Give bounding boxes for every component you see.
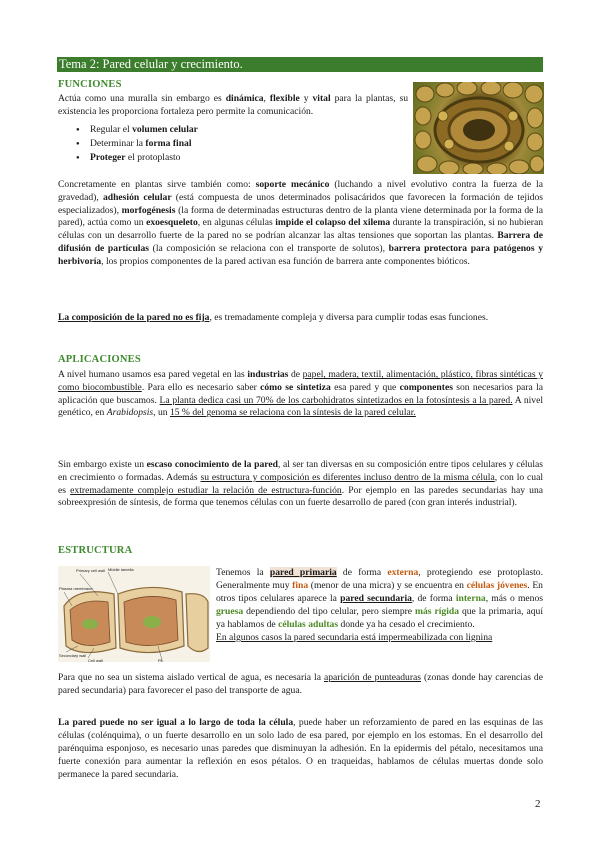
list-item: ● Determinar la forma final: [58, 137, 198, 151]
estructura-paragraph-1: Para que no sea un sistema aislado vertical de agua, es necesaria la aparición de punteaduras (zonas donde hay carencias de pared secundaria) para favorecer el paso del transporte de agua.: [58, 672, 543, 696]
funciones-paragraph-3: La composición de la pared no es fija, es tremadamente compleja y diversa para cumplir todas esas funciones.: [58, 312, 489, 323]
aplicaciones-paragraph-1: A nivel humano usamos esa pared vegetal en las industrias de papel, madera, textil, alimentación, plástico, fibras sintéticas y como biocombustible. Para ello es necesario saber cómo se sintetiza esa pared y que componentes son necesarios para la aplicación que buscamos. La planta dedica casi un 70% de los carbohidratos sintetizados en la fotosíntesis a la pared. A nivel genético, en Arabidopsis, un 15 % del genoma se relaciona con la síntesis de la pared celular.: [58, 369, 544, 419]
page-title: Tema 2: Pared celular y crecimiento.: [57, 57, 543, 72]
diagram-label: Secondary wall: [59, 653, 87, 658]
diagram-label: Middle lamella: [108, 567, 134, 572]
list-item: ● Regular el volumen celular: [58, 123, 198, 137]
estructura-paragraph-2: La pared puede no ser igual a lo largo de toda la célula, puede haber un reforzamiento de pared en las esquinas de las células (colénquima), o un fuerte desarrollo en un solo lado de esa pared, por ejemplo en los estomas. En el desarrollo del parénquima esponjoso, es necesario unas paredes que disminuyan la adhesión. En la epidermis del pétalo, necesitamos una fuerte conexión para aumentar la reflexión en esos pétalos. O en traqueidas, hablamos de células muertas donde solo permanece la pared secundaria.: [58, 717, 544, 780]
estructura-side-paragraph: Tenemos la pared primaria de forma externa, protegiendo ese protoplasto. Generalmente muy fina (menor de una micra) y se encuentra en células jóvenes. En otros tipos celulares aparece la pared secundaria, de forma interna, más o menos gruesa dependiendo del tipo celular, pero siempre más rígida que la primaria, aquí ya hablamos de células adultas donde ya ha cesado el crecimiento. En algunos casos la pared secundaria está impermeabilizada con lignina: [216, 567, 543, 643]
diagram-label: Primary cell wall: [76, 568, 105, 573]
cell-wall-diagram-image: [58, 566, 210, 662]
page-number: 2: [535, 798, 541, 810]
diagram-label: Plasma membrane: [59, 586, 93, 591]
funciones-paragraph-2: Concretamente en plantas sirve también como: soporte mecánico (luchando a nivel evolutivo contra la fuerza de la gravedad), adhesión celular (está compuesta de unos determinados polisacáridos que favorecen la formación de tejidos especializados), morfogénesis (la forma de determinadas estructuras dentro de la planta viene determinada por la forma de la pared), actúa como un exoesqueleto, en algunas células impide el colapso del xilema durante la transpiración, si no hubieran células con un desarrollo fuerte de la pared no se podrían alcanzar las altas tensiones que soportan las plantas. Barrera de difusión de partículas (la composición se relaciona con el transporte de solutos), barrera protectora para patógenos y herbivoría, los propios componentes de la pared activan esa función de barrera ante componentes bióticos.: [58, 179, 544, 267]
cell-wall-micrograph-image: [413, 82, 544, 174]
aplicaciones-paragraph-2: Sin embargo existe un escaso conocimiento de la pared, al ser tan diversas en su composición entre tipos celulares y células en crecimiento o formadas. Además su estructura y composición es diferentes incluso dentro de la misma célula, con lo cual es extremadamente complejo estudiar la relación de estructura-función. Por ejemplo en las paredes secundarias hay una sobreexpresión de síntesis, de forma que tenemos células con un fuerte desarrollo de pared (con gran interés industrial).: [58, 459, 544, 509]
funciones-intro: Actúa como una muralla sin embargo es dinámica, flexible y vital para la plantas, su existencia les proporciona fortaleza pero permite la comunicación.: [58, 93, 409, 117]
section-heading-funciones: FUNCIONES: [58, 79, 122, 90]
section-heading-estructura: ESTRUCTURA: [58, 545, 133, 556]
list-item: ● Proteger el protoplasto: [58, 151, 198, 165]
funciones-bullets: [58, 123, 198, 165]
lignina-note: En algunos casos la pared secundaria está impermeabilizada con lignina: [216, 632, 493, 643]
section-heading-aplicaciones: APLICACIONES: [58, 354, 141, 365]
diagram-label: Cell wall: [88, 658, 103, 662]
diagram-label: Pit: [158, 658, 163, 662]
